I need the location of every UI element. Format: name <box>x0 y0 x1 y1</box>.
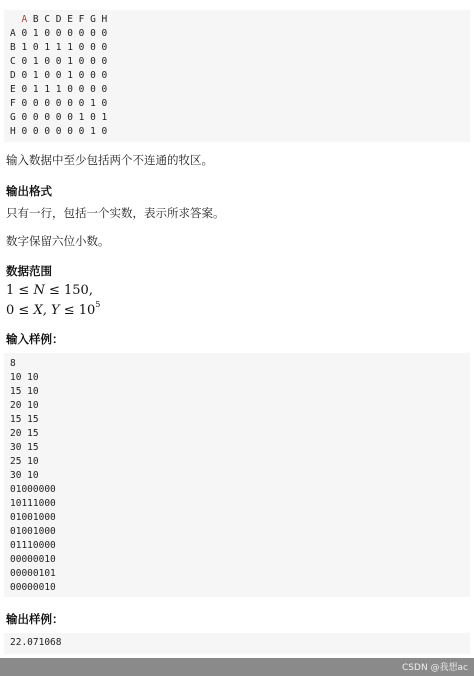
output-format-line2: 数字保留六位小数。 <box>6 234 110 248</box>
sample-input-line: 00000010 <box>10 582 56 593</box>
sample-input-line: 20 10 <box>10 400 39 411</box>
output-format-line1: 只有一行，包括一个实数，表示所求答案。 <box>6 206 225 220</box>
matrix-row: E 0 1 1 1 0 0 0 0 <box>10 84 108 95</box>
csdn-watermark: CSDN @我想ac <box>402 663 468 673</box>
output-format-heading: 输出格式 <box>6 184 52 198</box>
sample-input-line: 01000000 <box>10 484 56 495</box>
sample-input-line: 15 10 <box>10 386 39 397</box>
sample-input-line: 8 <box>10 358 16 369</box>
matrix-row: H 0 0 0 0 0 0 1 0 <box>10 126 108 137</box>
matrix-row: F 0 0 0 0 0 0 1 0 <box>10 98 108 109</box>
sample-input-line: 10 10 <box>10 372 39 383</box>
matrix-row: G 0 0 0 0 0 1 0 1 <box>10 112 108 123</box>
matrix-row: B 1 0 1 1 1 0 0 0 <box>10 42 108 53</box>
sample-input-line: 25 10 <box>10 456 39 467</box>
range-xy-formula: 0 ≤ X, $Y \le 10^5$ <box>6 300 101 318</box>
sample-input-code-block <box>4 353 470 597</box>
sample-input-line: 01110000 <box>10 540 56 551</box>
matrix-row: D 0 1 0 0 1 0 0 0 <box>10 70 108 81</box>
footer-bar <box>0 658 474 676</box>
sample-input-line: 00000101 <box>10 568 56 579</box>
sample-output-heading: 输出样例： <box>6 612 64 626</box>
matrix-header-prefix <box>10 14 21 25</box>
sample-input-line: 10111000 <box>10 498 56 509</box>
sample-output-code-block <box>4 633 470 654</box>
data-range-heading: 数据范围 <box>6 264 52 278</box>
matrix-row: C 0 1 0 0 1 0 0 0 <box>10 56 108 67</box>
sample-input-line: 00000010 <box>10 554 56 565</box>
range-n-formula: 1 ≤ N ≤ 150, <box>6 283 93 298</box>
sample-input-line: 01001000 <box>10 512 56 523</box>
adjacency-matrix-code-block <box>4 10 470 142</box>
sample-input-line: 01001000 <box>10 526 56 537</box>
sample-output-value: 22.071068 <box>10 637 62 648</box>
matrix-header-rest: B C D E F G H <box>27 14 108 25</box>
sample-input-line: 15 15 <box>10 414 39 425</box>
sample-input-line: 20 15 <box>10 428 39 439</box>
matrix-row: A 0 1 0 0 0 0 0 0 <box>10 28 108 39</box>
input-note: 输入数据中至少包括两个不连通的牧区。 <box>6 153 213 167</box>
sample-input-line: 30 10 <box>10 470 39 481</box>
sample-input-line: 30 15 <box>10 442 39 453</box>
matrix-header-highlight: A <box>21 14 28 25</box>
sample-input-heading: 输入样例： <box>6 332 64 346</box>
matrix-header-row <box>10 14 107 25</box>
